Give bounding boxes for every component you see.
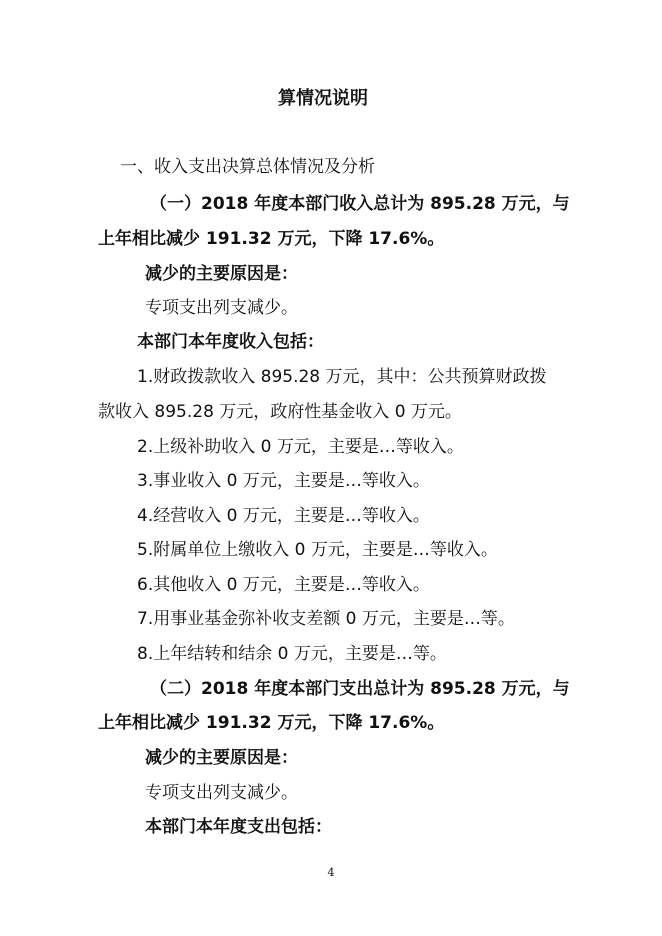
income-reason-text: 专项支出列支减少。: [145, 298, 298, 318]
income-reason-label: 减少的主要原因是：: [145, 264, 298, 284]
expense-summary-line-2: 上年相比减少 191.32 万元，下降 17.6%。: [98, 713, 445, 733]
income-item: 款收入 895.28 万元，政府性基金收入 0 万元。: [98, 402, 462, 422]
income-includes-label: 本部门本年度收入包括：: [137, 332, 324, 352]
expense-reason-label: 减少的主要原因是：: [145, 748, 298, 768]
section-heading: 一、收入支出决算总体情况及分析: [120, 157, 375, 177]
income-summary-line-1: （一）2018 年度本部门收入总计为 895.28 万元，与: [150, 194, 570, 214]
page-number: 4: [327, 866, 335, 879]
page-title: 算情况说明: [278, 88, 368, 109]
income-item: 7.用事业基金弥补收支差额 0 万元，主要是…等。: [137, 609, 515, 629]
income-summary-line-2: 上年相比减少 191.32 万元，下降 17.6%。: [98, 229, 445, 249]
income-item: 5.附属单位上缴收入 0 万元，主要是…等收入。: [137, 540, 498, 560]
income-item: 2.上级补助收入 0 万元，主要是…等收入。: [137, 437, 464, 457]
income-item: 6.其他收入 0 万元，主要是…等收入。: [137, 575, 430, 595]
expense-reason-text: 专项支出列支减少。: [145, 783, 298, 803]
expense-summary-line-1: （二）2018 年度本部门支出总计为 895.28 万元，与: [150, 679, 570, 699]
income-item: 1.财政拨款收入 895.28 万元，其中：公共预算财政拨: [137, 367, 547, 387]
income-item: 8.上年结转和结余 0 万元，主要是…等。: [137, 644, 447, 664]
expense-includes-label: 本部门本年度支出包括：: [145, 817, 332, 837]
income-item: 4.经营收入 0 万元，主要是…等收入。: [137, 506, 430, 526]
income-item: 3.事业收入 0 万元，主要是…等收入。: [137, 471, 430, 491]
